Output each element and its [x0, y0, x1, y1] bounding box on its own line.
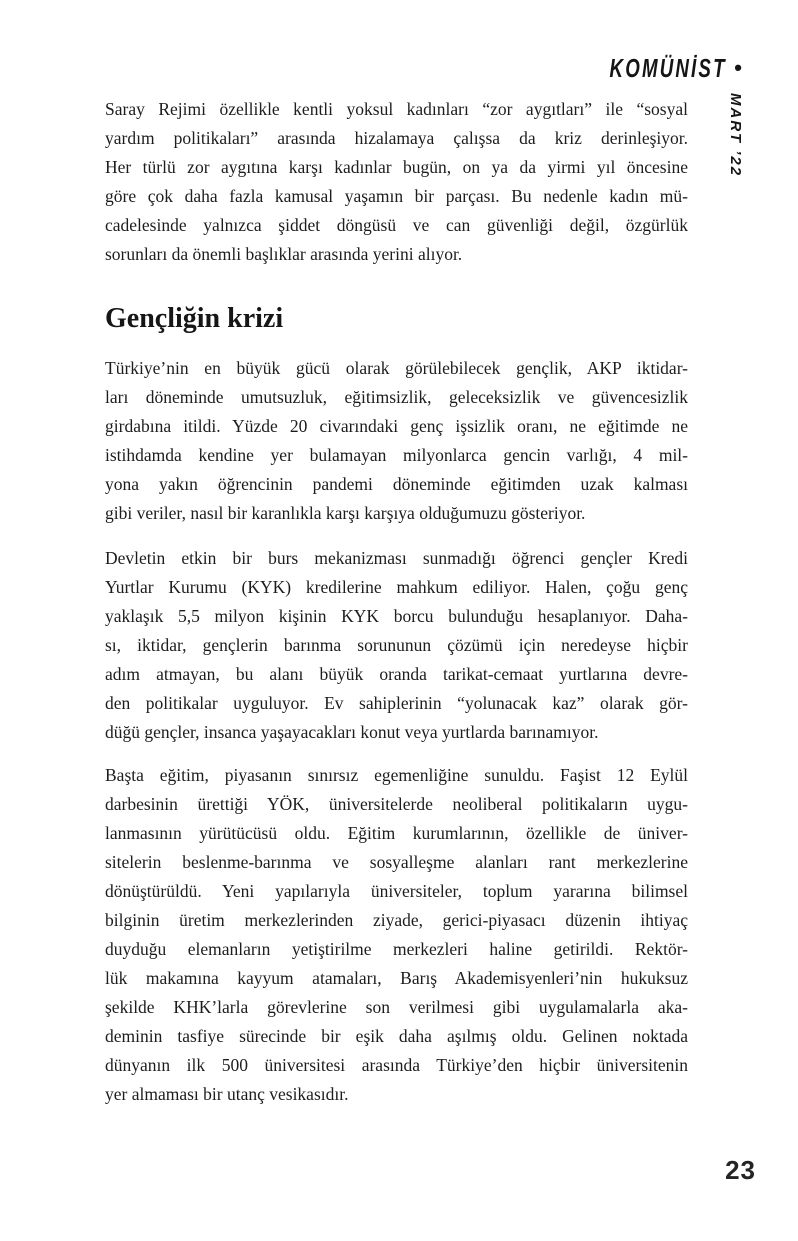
text-line: yaklaşık 5,5 milyon kişinin KYK borcu bulunduğu hesaplanıyor. Daha- [105, 606, 688, 626]
text-line: yardım politikaları” arasında hizalamaya çalışsa da kriz derinleşiyor. [105, 128, 688, 148]
text-line: dönüştürüldü. Yeni yapılarıyla üniversiteler, toplum yararına bilimsel [105, 881, 688, 901]
text-line: düğü gençler, insanca yaşayacakları konut veya yurtlarda barınamıyor. [105, 722, 599, 742]
text-line: sitelerin beslenme-barınma ve sosyalleşme alanları rant merkezlerine [105, 852, 688, 872]
text-line: Her türlü zor aygıtına karşı kadınlar bugün, on ya da yirmi yıl öncesine [105, 157, 688, 177]
text-line: yer almaması bir utanç vesikasıdır. [105, 1084, 349, 1104]
text-line: deminin tasfiye sürecinde bir eşik daha aşılmış oldu. Gelinen noktada [105, 1026, 688, 1046]
text-line: sorunları da önemli başlıklar arasında yerini alıyor. [105, 244, 463, 264]
text-line: göre çok daha fazla kamusal yaşamın bir parçası. Bu nedenle kadın mü- [105, 186, 688, 206]
intro-paragraph [105, 95, 688, 269]
text-line: yona yakın öğrencinin pandemi döneminde eğitimden uzak kalması [105, 474, 688, 494]
issue-date-vertical: MART ’22 [727, 93, 744, 178]
text-line: darbesinin ürettiği YÖK, üniversitelerde neoliberal politikaların uygu- [105, 794, 688, 814]
text-line: adım atmayan, bu alanı büyük oranda tarikat-cemaat yurtlarına devre- [105, 664, 688, 684]
text-line: bilginin üretim merkezlerinden ziyade, gerici-piyasacı düzenin ihtiyaç [105, 910, 688, 930]
text-line: dünyanın ilk 500 üniversitesi arasında Türkiye’den hiçbir üniversitenin [105, 1055, 688, 1075]
text-line: istihdamda kendine yer bulamayan milyonlarca gencin varlığı, 4 mil- [105, 445, 688, 465]
text-line: Türkiye’nin en büyük gücü olarak görülebilecek gençlik, AKP iktidar- [105, 358, 688, 378]
section-heading: Gençliğin krizi [105, 303, 284, 334]
text-line: ları döneminde umutsuzluk, eğitimsizlik, geleceksizlik ve güvencesizlik [105, 387, 688, 407]
bullet-icon: • [734, 55, 742, 80]
article-column [105, 95, 688, 1109]
text-line: lanmasının yürütücüsü oldu. Eğitim kurumlarının, özellikle de üniver- [105, 823, 688, 843]
text-line: cadelesinde yalnızca şiddet döngüsü ve can güvenliği değil, özgürlük [105, 215, 688, 235]
text-line: girdabına itildi. Yüzde 20 civarındaki genç işsizlik oranı, ne eğitimde ne [105, 416, 688, 436]
text-line: Devletin etkin bir burs mekanizması sunmadığı öğrenci gençler Kredi [105, 548, 688, 568]
text-line: Saray Rejimi özellikle kentli yoksul kadınları “zor aygıtları” ile “sosyal [105, 99, 688, 119]
text-line: şekilde KHK’larla görevlerine son verilmesi gibi uygulamalarla aka- [105, 997, 688, 1017]
magazine-title: KOMÜNİST [609, 53, 727, 83]
running-head [564, 55, 742, 86]
body-paragraph [105, 354, 688, 528]
text-line: Yurtlar Kurumu (KYK) kredilerine mahkum ediliyor. Halen, çoğu genç [105, 577, 688, 597]
body-paragraph [105, 761, 688, 1109]
text-line: lük makamına kayyum atamaları, Barış Akademisyenleri’nin hukuksuz [105, 968, 688, 988]
body-paragraph [105, 544, 688, 747]
text-line: sı, iktidar, gençlerin barınma sorununun çözümü için neredeyse hiçbir [105, 635, 688, 655]
text-line: den politikalar uyguluyor. Ev sahiplerinin “yolunacak kaz” olarak gör- [105, 693, 688, 713]
text-line: gibi veriler, nasıl bir karanlıkla karşı karşıya olduğumuzu gösteriyor. [105, 503, 586, 523]
text-line: Başta eğitim, piyasanın sınırsız egemenliğine sunuldu. Faşist 12 Eylül [105, 765, 688, 785]
page-number: 23 [725, 1155, 756, 1185]
text-line: duyduğu elemanların yetiştirilme merkezleri haline getirildi. Rektör- [105, 939, 688, 959]
